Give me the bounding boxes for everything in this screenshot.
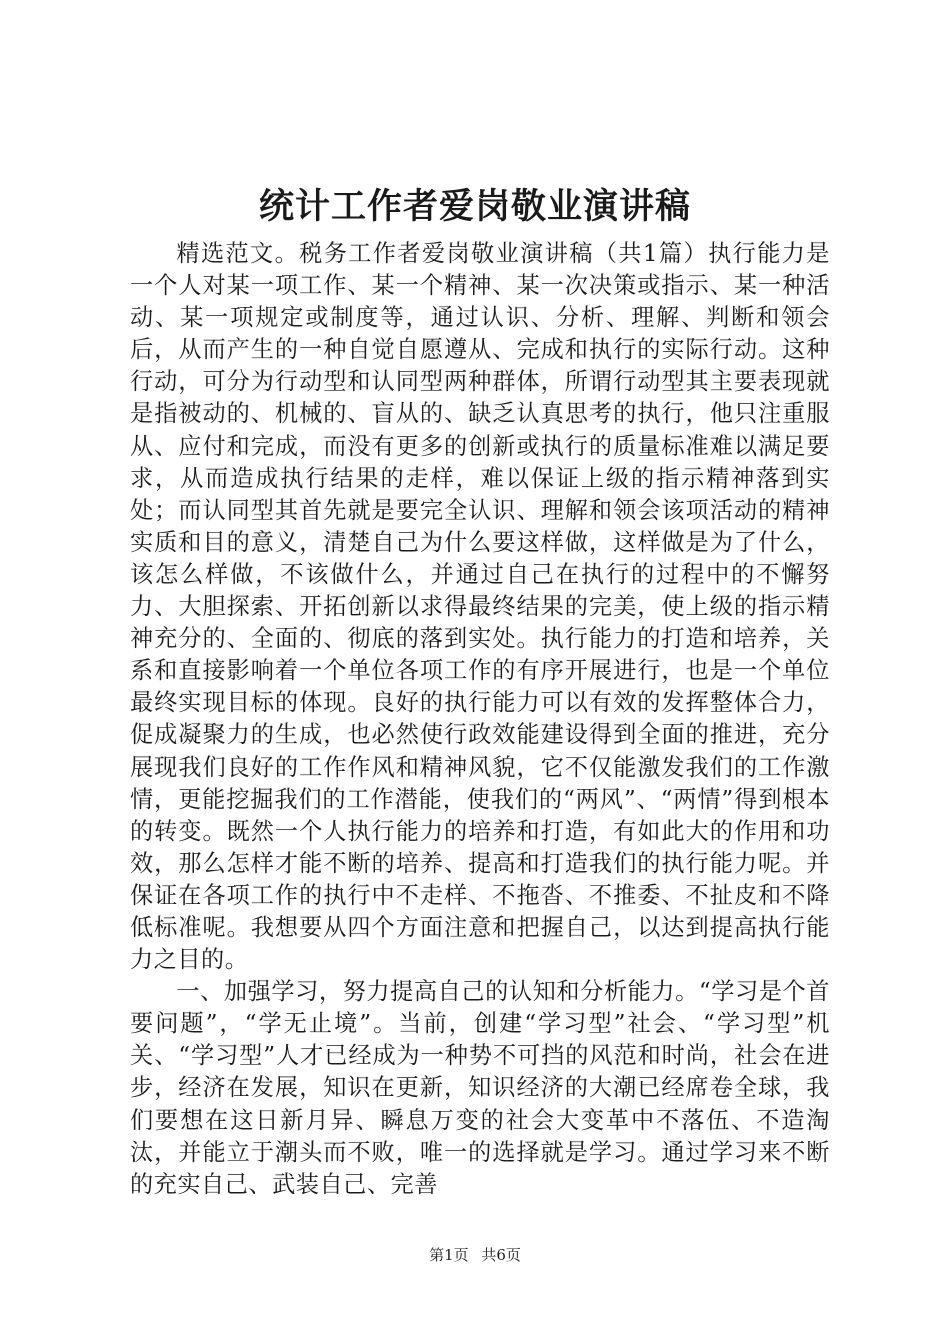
page-number: 第1页 [429, 1246, 469, 1264]
paragraph-2: 一、加强学习，努力提高自己的认知和分析能力。“学习是个首要问题”，“学无止境”。当前，创建“学习型”社会、“学习型”机关、“学习型”人才已经成为一种势不可挡的风范和时尚，社会在进步，经济在发展，知识在更新，知识经济的大潮已经席卷全球，我们要想在这日新月异、瞬息万变的社会大变革中不落伍、不造淘汰，并能立于潮头而不败，唯一的选择就是学习。通过学习来不断的充实自己、武装自己、完善 [130, 978, 830, 1198]
page-total: 共6页 [481, 1246, 521, 1264]
document-title: 统计工作者爱岗敬业演讲稿 [258, 186, 691, 227]
paragraph-1: 精选范文。税务工作者爱岗敬业演讲稿（共1篇）执行能力是一个人对某一项工作、某一个精神、某一次决策或指示、某一种活动、某一项规定或制度等，通过认识、分析、理解、判断和领会后，从而产生的一种自觉自愿遵从、完成和执行的实际行动。这种行动，可分为行动型和认同型两种群体，所谓行动型其主要表现就是指被动的、机械的、盲从的、缺乏认真思考的执行，他只注重服从、应付和完成，而没有更多的创新或执行的质量标准难以满足要求，从而造成执行结果的走样，难以保证上级的指示精神落到实处；而认同型其首先就是要完全认识、理解和领会该项活动的精神实质和目的意义，清楚自己为什么要这样做，这样做是为了什么，该怎么样做，不该做什么，并通过自己在执行的过程中的不懈努力、大胆探索、开拓创新以求得最终结果的完美，使上级的指示精神充分的、全面的、彻底的落到实处。执行能力的打造和培养，关系和直接影响着一个单位各项工作的有序开展进行，也是一个单位最终实现目标的体现。良好的执行能力可以有效的发挥整体合力，促成凝聚力的生成，也必然使行政效能建设得到全面的推进，充分展现我们良好的工作作风和精神风貌，它不仅能激发我们的工作激情，更能挖掘我们的工作潜能，使我们的“两风”、“两情”得到根本的转变。既然一个人执行能力的培养和打造，有如此大的作用和功效，那么怎样才能不断的培养、提高和打造我们的执行能力呢。并保证在各项工作的执行中不走样、不拖沓、不推委、不扯皮和不降低标准呢。我想要从四个方面注意和把握自己，以达到提高执行能力之目的。 [130, 240, 830, 974]
document-body [130, 238, 830, 1201]
page-footer [0, 1245, 950, 1265]
